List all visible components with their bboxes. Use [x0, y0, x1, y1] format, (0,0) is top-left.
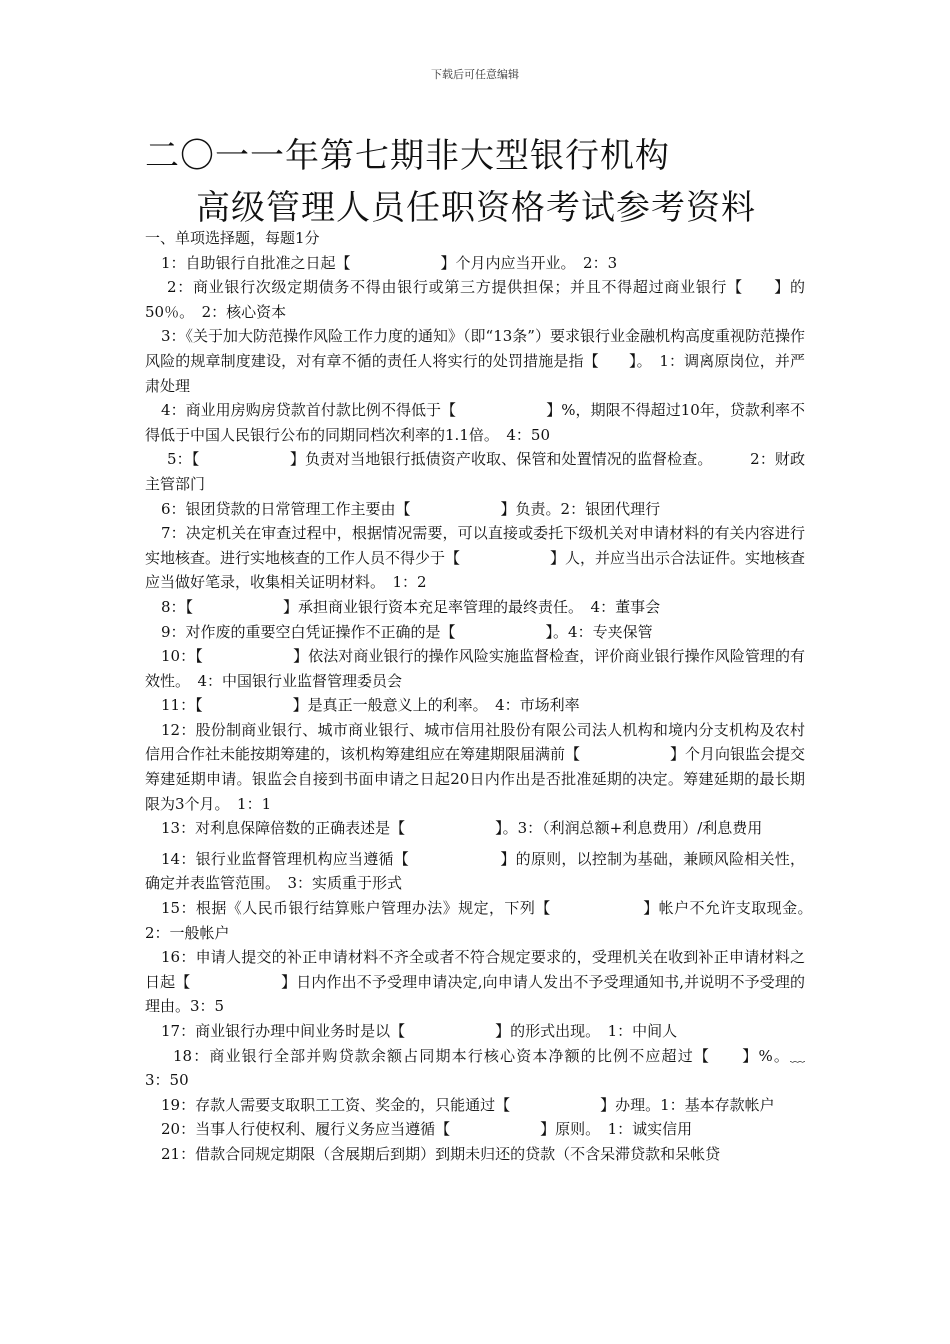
header-note: 下载后可任意编辑	[431, 68, 519, 81]
document-body	[145, 226, 836, 1167]
document-title-line-1: 二〇一一年第七期非大型银行机构	[145, 136, 670, 176]
question-item: 4：商业用房购房贷款首付款比例不得低于【 】%，期限不得超过10年，贷款利率不得低于中国人民银行公布的同期同档次利率的1.1倍。 4：50	[145, 401, 805, 444]
question-item: 3：《关于加大防范操作风险工作力度的通知》（即“13条”）要求银行业金融机构高度重视防范操作风险的规章制度建设，对有章不循的责任人将实行的处罚措施是指【 】。 1：调离原岗位，并严肃处理	[145, 327, 805, 395]
question-item: 21：借款合同规定期限（含展期后到期）到期未归还的贷款（不含呆滞贷款和呆帐贷	[161, 1144, 721, 1163]
question-item: 6：银团贷款的日常管理工作主要由【 】负责。2：银团代理行	[161, 499, 661, 518]
question-item: 5：【 】负责对当地银行抵债资产收取、保管和处置情况的监督检查。 2：财政主管部门	[145, 450, 805, 493]
question-item: 16：申请人提交的补正申请材料不齐全或者不符合规定要求的，受理机关在收到补正申请材料之日起【 】日内作出不予受理申请决定,向申请人发出不予受理通知书,并说明不予受理的理由。3：5	[145, 948, 805, 1016]
question-item: 14：银行业监督管理机构应当遵循【 】的原则，以控制为基础，兼顾风险相关性，确定并表监管范围。 3：实质重于形式	[145, 849, 805, 893]
question-item: 13：对利息保障倍数的正确表述是【 】。3：（利润总额+利息费用）/利息费用	[161, 819, 763, 838]
question-item: 8：【 】承担商业银行资本充足率管理的最终责任。 4：董事会	[161, 597, 661, 616]
document-title-line-2: 高级管理人员任职资格考试参考资料	[196, 188, 756, 228]
question-item: 18：商业银行全部并购贷款余额占同期本行核心资本净额的比例不应超过【 】%。﹏ 3：50	[145, 1046, 836, 1090]
question-item: 19：存款人需要支取职工工资、奖金的，只能通过【 】办理。1：基本存款帐户	[161, 1095, 775, 1114]
question-item: 17：商业银行办理中间业务时是以【 】的形式出现。 1：中间人	[161, 1022, 678, 1040]
question-item: 15：根据《人民币银行结算账户管理办法》规定，下列【 】帐户不允许支取现金。 2：一般帐户	[145, 899, 821, 942]
question-item: 10：【 】依法对商业银行的操作风险实施监督检查，评价商业银行操作风险管理的有效性。 4：中国银行业监督管理委员会	[145, 647, 805, 690]
question-item: 9：对作废的重要空白凭证操作不正确的是【 】。4：专夹保管	[161, 622, 653, 641]
question-item: 12：股份制商业银行、城市商业银行、城市信用社股份有限公司法人机构和境内分支机构及农村信用合作社未能按期筹建的，该机构筹建组应在筹建期限届满前【 】个月向银监会提交筹建延期申请。银监会自接到书面申请之日起20日内作出是否批准延期的决定。筹建延期的最长期限为3个月。 1：1	[145, 720, 806, 813]
question-item: 11：【 】是真正一般意义上的利率。 4：市场利率	[161, 696, 580, 715]
question-item: 2：商业银行次级定期债务不得由银行或第三方提供担保；并且不得超过商业银行【 】的50％。 2：核心资本	[145, 278, 805, 321]
question-item: 20：当事人行使权利、履行义务应当遵循【 】原则。 1：诚实信用	[161, 1120, 693, 1139]
question-item: 1：自助银行自批准之日起【 】个月内应当开业。 2：3	[161, 253, 618, 272]
section-heading: 一、单项选择题，每题1分	[145, 229, 320, 247]
question-item: 7：决定机关在审查过程中，根据情况需要，可以直接或委托下级机关对申请材料的有关内容进行实地核查。进行实地核查的工作人员不得少于【 】人，并应当出示合法证件。实地核查应当做好笔录，收集相关证明材料。 1：2	[145, 524, 806, 592]
